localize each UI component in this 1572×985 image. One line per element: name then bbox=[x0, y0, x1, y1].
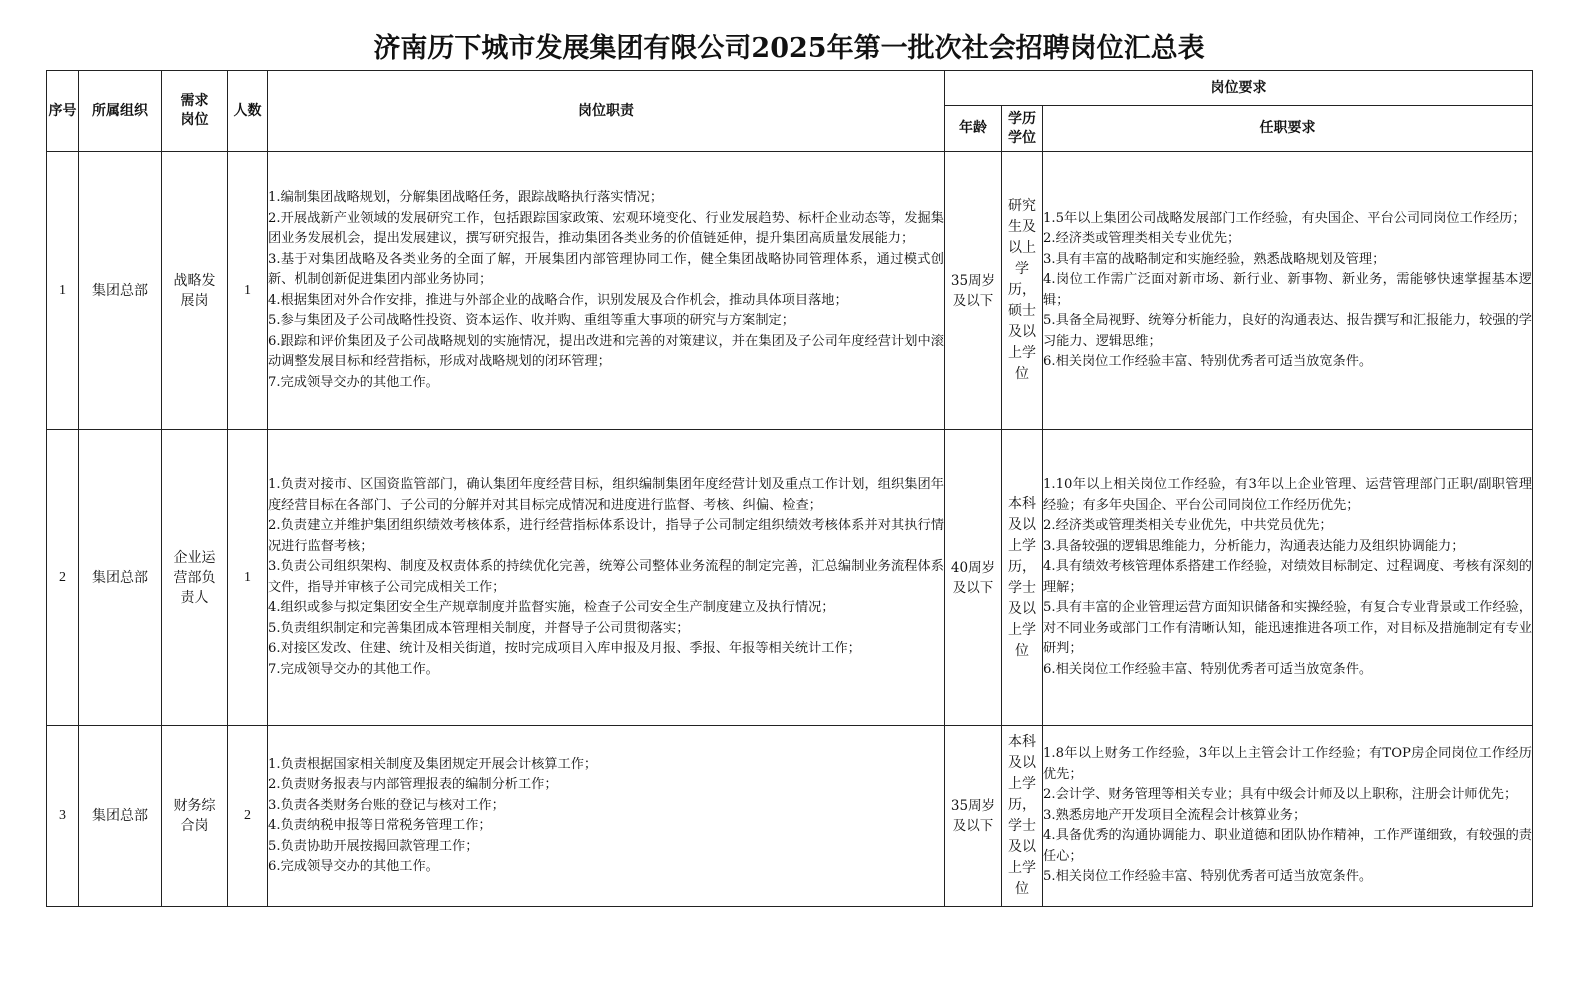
header-position: 需求岗位 bbox=[162, 71, 228, 152]
row-education: 本科及以上学历，学士及以上学位 bbox=[1002, 430, 1043, 726]
qualification-item: 1.5年以上集团公司战略发展部门工作经验，有央国企、平台公司同岗位工作经历； bbox=[1043, 210, 1526, 226]
duty-item: 2.负责财务报表与内部管理报表的编制分析工作； bbox=[268, 777, 558, 792]
row-education: 研究生及以上学历，硕士及以上学位 bbox=[1002, 152, 1043, 430]
duty-item: 3.负责公司组织架构、制度及权责体系的持续优化完善，统筹公司整体业务流程的制定完善，汇总编制业务流程体系文件，指导并审核子公司完成相关工作； bbox=[268, 559, 944, 595]
duty-item: 4.负责纳税申报等日常税务管理工作； bbox=[268, 818, 492, 833]
table-row bbox=[47, 726, 1533, 907]
row-seq: 3 bbox=[47, 726, 79, 907]
duty-item: 2.负责建立并维护集团组织绩效考核体系，进行经营指标体系设计，指导子公司制定组织绩效考核体系并对其执行情况进行监督考核； bbox=[268, 518, 944, 554]
duty-item: 6.跟踪和评价集团及子公司战略规划的实施情况，提出改进和完善的对策建议，并在集团及子公司年度经营计划中滚动调整发展目标和经营指标，形成对战略规划的闭环管理； bbox=[268, 333, 944, 369]
row-count: 2 bbox=[228, 726, 268, 907]
duty-item: 2.开展战新产业领域的发展研究工作，包括跟踪国家政策、宏观环境变化、行业发展趋势、标杆企业动态等，发掘集团业务发展机会，提出发展建议，撰写研究报告，推动集团各类业务的价值链延伸，提升集团高质量发展能力； bbox=[268, 210, 944, 246]
duty-item: 5.负责协助开展按揭回款管理工作； bbox=[268, 838, 479, 854]
recruitment-table bbox=[46, 70, 1533, 907]
row-org: 集团总部 bbox=[79, 430, 162, 726]
row-qualifications bbox=[1043, 726, 1533, 907]
qualification-item: 6.相关岗位工作经验丰富、特别优秀者可适当放宽条件。 bbox=[1043, 354, 1373, 369]
qualification-item: 3.具备较强的逻辑思维能力，分析能力，沟通表达能力及组织协调能力； bbox=[1043, 538, 1465, 554]
row-count: 1 bbox=[228, 430, 268, 726]
header-duties: 岗位职责 bbox=[268, 71, 945, 152]
duty-item: 5.负责组织制定和完善集团成本管理相关制度，并督导子公司贯彻落实； bbox=[268, 620, 690, 636]
qualification-item: 2.会计学、财务管理等相关专业；具有中级会计师及以上职称，注册会计师优先； bbox=[1043, 787, 1518, 803]
table-row bbox=[47, 430, 1533, 726]
duty-item: 6.对接区发改、住建、统计及相关街道，按时完成项目入库申报及月报、季报、年报等相关统计工作； bbox=[268, 641, 861, 656]
qualification-item: 1.10年以上相关岗位工作经验，有3年以上企业管理、运营管理部门正职/副职管理经验；有多年央国企、平台公司同岗位工作经历优先； bbox=[1043, 477, 1532, 513]
table-row bbox=[47, 152, 1533, 430]
row-org: 集团总部 bbox=[79, 726, 162, 907]
header-org: 所属组织 bbox=[79, 71, 162, 152]
duty-item: 4.根据集团对外合作安排，推进与外部企业的战略合作，识别发展及合作机会，推动具体项目落地； bbox=[268, 292, 848, 308]
qualification-item: 5.具备全局视野、统筹分析能力，良好的沟通表达、报告撰写和汇报能力，较强的学习能力、逻辑思维； bbox=[1043, 313, 1532, 349]
duty-item: 7.完成领导交办的其他工作。 bbox=[268, 374, 439, 390]
row-duties bbox=[268, 430, 945, 726]
header-requirements: 岗位要求 bbox=[945, 71, 1533, 106]
qualification-item: 3.熟悉房地产开发项目全流程会计核算业务； bbox=[1043, 807, 1307, 823]
qualification-item: 5.相关岗位工作经验丰富、特别优秀者可适当放宽条件。 bbox=[1043, 869, 1373, 885]
row-duties bbox=[268, 726, 945, 907]
header-qualifications: 任职要求 bbox=[1043, 106, 1533, 152]
row-age: 40周岁及以下 bbox=[945, 430, 1002, 726]
row-duties bbox=[268, 152, 945, 430]
row-org: 集团总部 bbox=[79, 152, 162, 430]
row-seq: 1 bbox=[47, 152, 79, 430]
row-age: 35周岁及以下 bbox=[945, 726, 1002, 907]
row-qualifications bbox=[1043, 152, 1533, 430]
qualification-item: 4.具有绩效考核管理体系搭建工作经验，对绩效目标制定、过程调度、考核有深刻的理解； bbox=[1043, 559, 1532, 595]
qualification-item: 1.8年以上财务工作经验，3年以上主管会计工作经验；有TOP房企同岗位工作经历优先； bbox=[1043, 746, 1532, 782]
row-qualifications bbox=[1043, 430, 1533, 726]
row-education: 本科及以上学历，学士及以上学位 bbox=[1002, 726, 1043, 907]
duty-item: 1.负责对接市、区国资监管部门，确认集团年度经营目标，组织编制集团年度经营计划及重点工作计划，组织集团年度经营目标在各部门、子公司的分解并对其目标完成情况和进度进行监督、考核、纠偏、检查； bbox=[268, 477, 944, 513]
header-age: 年龄 bbox=[945, 106, 1002, 152]
header-education: 学历学位 bbox=[1002, 106, 1043, 152]
row-position: 战略发展岗 bbox=[162, 152, 228, 430]
header-count: 人数 bbox=[228, 71, 268, 152]
row-age: 35周岁及以下 bbox=[945, 152, 1002, 430]
duty-item: 1.负责根据国家相关制度及集团规定开展会计核算工作； bbox=[268, 756, 598, 772]
duty-item: 3.基于对集团战略及各类业务的全面了解，开展集团内部管理协同工作，健全集团战略协同管理体系，通过模式创新、机制创新促进集团内部业务协同； bbox=[268, 251, 944, 287]
qualification-item: 6.相关岗位工作经验丰富、特别优秀者可适当放宽条件。 bbox=[1043, 661, 1373, 677]
row-count: 1 bbox=[228, 152, 268, 430]
row-position: 企业运营部负责人 bbox=[162, 430, 228, 726]
header-row-top bbox=[47, 71, 1533, 106]
qualification-item: 4.具备优秀的沟通协调能力、职业道德和团队协作精神，工作严谨细致，有较强的责任心； bbox=[1043, 828, 1532, 864]
duty-item: 5.参与集团及子公司战略性投资、资本运作、收并购、重组等重大事项的研究与方案制定； bbox=[268, 313, 795, 328]
qualification-item: 3.具有丰富的战略制定和实施经验，熟悉战略规划及管理； bbox=[1043, 251, 1386, 267]
duty-item: 3.负责各类财务台账的登记与核对工作； bbox=[268, 797, 505, 813]
row-seq: 2 bbox=[47, 430, 79, 726]
page-title: 济南历下城市发展集团有限公司2025年第一批次社会招聘岗位汇总表 bbox=[373, 33, 1205, 64]
duty-item: 6.完成领导交办的其他工作。 bbox=[268, 859, 439, 874]
duty-item: 4.组织或参与拟定集团安全生产规章制度并监督实施，检查子公司安全生产制度建立及执行情况； bbox=[268, 600, 835, 615]
row-position: 财务综合岗 bbox=[162, 726, 228, 907]
duty-item: 7.完成领导交办的其他工作。 bbox=[268, 661, 439, 677]
qualification-item: 5.具有丰富的企业管理运营方面知识储备和实操经验，有复合专业背景或工作经验，对不同业务或部门工作有清晰认知，能迅速推进各项工作，对目标及措施制定有专业研判； bbox=[1043, 600, 1532, 656]
header-seq: 序号 bbox=[47, 71, 79, 152]
qualification-item: 2.经济类或管理类相关专业优先； bbox=[1043, 231, 1241, 246]
qualification-item: 4.岗位工作需广泛面对新市场、新行业、新事物、新业务，需能够快速掌握基本逻辑； bbox=[1043, 272, 1532, 308]
duty-item: 1.编制集团战略规划，分解集团战略任务，跟踪战略执行落实情况； bbox=[268, 190, 664, 205]
qualification-item: 2.经济类或管理类相关专业优先，中共党员优先； bbox=[1043, 518, 1333, 533]
